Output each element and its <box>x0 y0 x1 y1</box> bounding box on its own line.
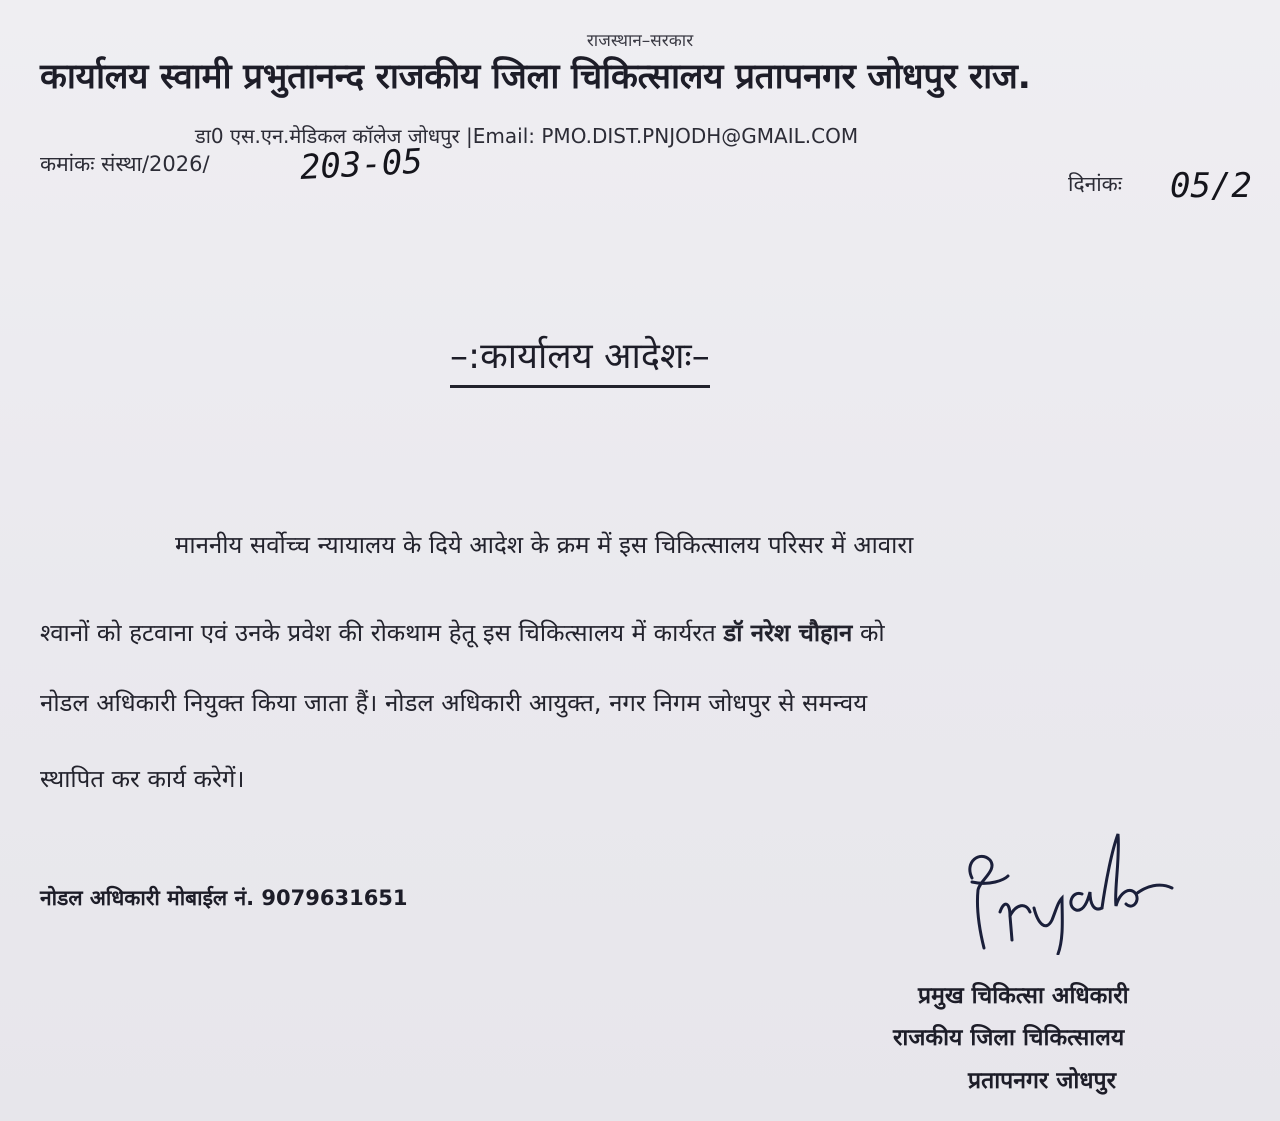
nodal-officer-name: डॉ नरेश चौहान <box>723 619 853 647</box>
nodal-officer-mobile: नोडल अधिकारी मोबाईल नं. 9079631651 <box>40 886 408 910</box>
signatory-location: प्रतापनगर जोधपुर <box>968 1068 1116 1094</box>
signatory-designation: प्रमुख चिकित्सा अधिकारी <box>918 983 1129 1009</box>
order-body-line-1: माननीय सर्वोच्च न्यायालय के दिये आदेश के क्रम में इस चिकित्सालय परिसर में आवारा <box>175 531 914 559</box>
handwritten-reference-number: 203-05 <box>298 141 424 188</box>
order-body-line-2-end: को <box>852 619 885 647</box>
office-name-heading: कार्यालय स्वामी प्रभुतानन्द राजकीय जिला चिकित्सालय प्रतापनगर जोधपुर राज. <box>40 57 1031 97</box>
affiliation-email-line: डा0 एस.एन.मेडिकल कॉलेज जोधपुर |Email: PMO.DIST.PNJODH@GMAIL.COM <box>195 124 859 148</box>
order-body-line-2 <box>40 616 885 649</box>
signatory-institution: राजकीय जिला चिकित्सालय <box>893 1025 1125 1051</box>
order-body-line-2-start: श्वानों को हटवाना एवं उनके प्रवेश की रोकथाम हेतू इस चिकित्सालय में कार्यरत <box>40 619 724 647</box>
order-body-line-3: नोडल अधिकारी नियुक्त किया जाता हैं। नोडल अधिकारी आयुक्त, नगर निगम जोधपुर से समन्वय <box>40 689 868 717</box>
government-label: राजस्थान–सरकार <box>586 31 694 51</box>
office-order-title: –:कार्यालय आदेशः– <box>450 330 710 388</box>
reference-number-prefix: कमांकः संस्था/2026/ <box>40 152 210 176</box>
handwritten-date: 05/2 <box>1170 166 1252 206</box>
order-body-line-4: स्थापित कर कार्य करेगें। <box>40 765 245 793</box>
date-label: दिनांकः <box>1068 172 1123 196</box>
handwritten-signature <box>950 820 1190 955</box>
